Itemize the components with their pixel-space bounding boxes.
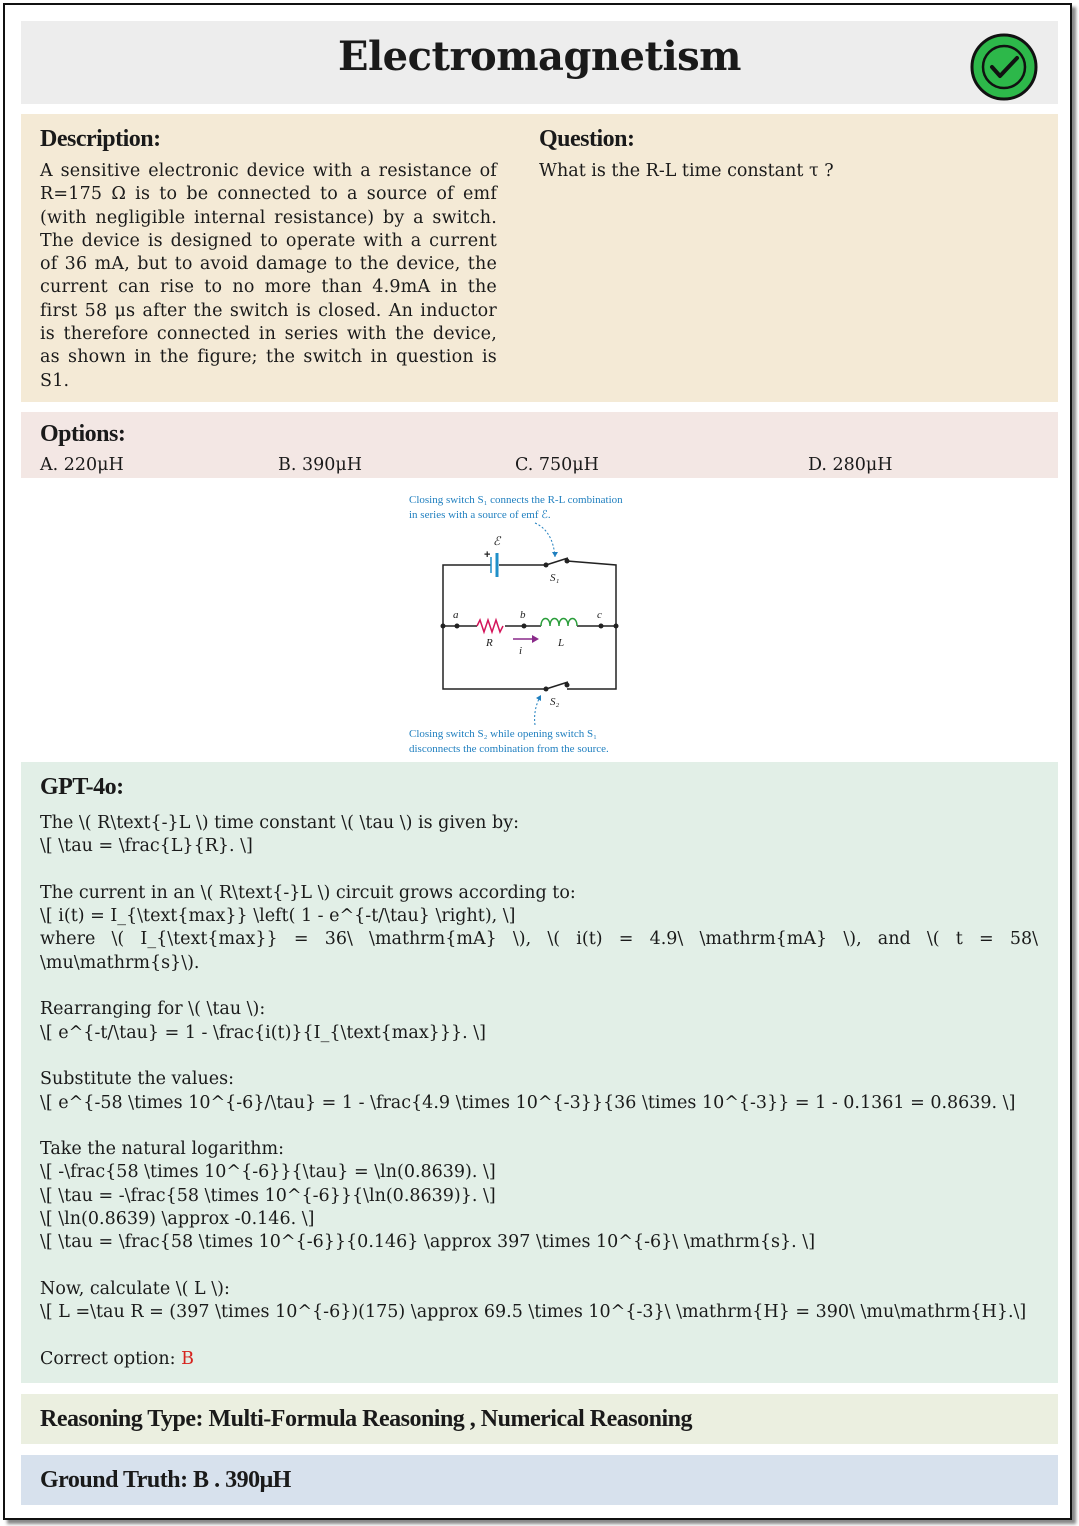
gpt-line: \[ L =\tau R = (397 \times 10^{-6})(175) \approx 69.5 \times 10^{-3}\ \mathrm{H} = 390\ \mu\mathrm{H}.\]	[40, 1302, 1027, 1323]
s1-label: S₁	[550, 572, 560, 584]
figure-caption-bottom-1: Closing switch S₂ while opening switch S₁	[409, 728, 597, 740]
option-b: B. 390μH	[278, 455, 363, 475]
label-a: a	[453, 609, 459, 621]
battery-icon	[491, 553, 497, 577]
inductor-icon	[541, 619, 577, 627]
figure-caption-top-2: in series with a source of emf ℰ.	[409, 509, 551, 521]
correct-check-icon	[969, 32, 1039, 102]
switch-s2-icon	[544, 682, 570, 692]
gpt-line: \mu\mathrm{s}\).	[40, 952, 200, 973]
option-a: A. 220μH	[40, 455, 124, 475]
node-left	[441, 624, 446, 629]
description-heading: Description:	[40, 126, 161, 152]
question-heading: Question:	[539, 126, 635, 152]
node-b	[522, 624, 527, 629]
label-b: b	[520, 609, 526, 621]
label-l: L	[558, 637, 565, 649]
figure-caption-bottom-2: disconnects the combination from the source.	[409, 743, 609, 755]
title-band	[21, 21, 1058, 104]
node-c	[599, 624, 604, 629]
gpt-line: \[ \tau = \frac{L}{R}. \]	[40, 836, 253, 857]
correct-option-label: Correct option:	[40, 1348, 176, 1369]
battery-plus-label: +	[484, 549, 491, 561]
gpt-line: \[ \tau = \frac{58 \times 10^{-6}}{0.146} \approx 397 \times 10^{-6}\ \mathrm{s}. \]	[40, 1232, 816, 1253]
label-r: R	[486, 637, 493, 649]
gpt-line: Rearranging for \( \tau \):	[40, 999, 266, 1020]
circuit-wires	[443, 561, 616, 689]
switch-s1-icon	[544, 558, 570, 568]
description-text: A sensitive electronic device with a resistance of R=175 Ω is to be connected to a source of emf (with negligible internal resistance) by a switch. The device is designed to operate with a current of 36 mA, but to avoid damage to the device, the current can rise to no more than 4.9mA in the first 58 μs after the switch is closed. An inductor is therefore connected in series with the device, as shown in the figure; the switch in question is S1.	[40, 161, 497, 391]
gpt-line: where \( I_{\text{max}} = 36\ \mathrm{mA} \), \( i(t) = 4.9\ \mathrm{mA} \), and \( t = 58\	[40, 929, 1038, 950]
gpt-line: \[ i(t) = I_{\text{max}} \left( 1 - e^{-t/\tau} \right), \]	[40, 906, 516, 927]
reasoning-type-band	[21, 1394, 1058, 1444]
options-heading: Options:	[40, 421, 126, 447]
ground-truth: Ground Truth: B . 390μH	[40, 1467, 291, 1493]
page-title: Electromagnetism	[338, 33, 741, 80]
reasoning-type: Reasoning Type: Multi-Formula Reasoning , Numerical Reasoning	[40, 1406, 692, 1432]
label-c: c	[597, 609, 602, 621]
gpt-line: Now, calculate \( L \):	[40, 1278, 230, 1299]
gpt-heading: GPT-4o:	[40, 774, 124, 800]
gpt-line: The \( R\text{-}L \) time constant \( \tau \) is given by:	[40, 813, 519, 833]
node-right	[614, 624, 619, 629]
option-c: C. 750μH	[515, 455, 599, 475]
circuit-figure	[405, 489, 670, 761]
callout-line-top	[535, 523, 555, 557]
gpt-line: \[ \tau = -\frac{58 \times 10^{-6}}{\ln(0.8639)}. \]	[40, 1185, 496, 1206]
callout-arrow-top	[552, 552, 558, 557]
gpt-line: \[ e^{-58 \times 10^{-6}/\tau} = 1 - \frac{4.9 \times 10^{-3}}{36 \times 10^{-3}} = 1 - 0.1361 = 0.8639. \]	[40, 1092, 1016, 1113]
node-a	[455, 624, 460, 629]
page-frame	[3, 3, 1072, 1520]
option-d: D. 280μH	[808, 455, 893, 475]
resistor-icon	[477, 620, 503, 632]
options-band	[21, 412, 1058, 478]
gpt-band	[21, 762, 1058, 1383]
gpt-line: \[ e^{-t/\tau} = 1 - \frac{i(t)}{I_{\text{max}}}. \]	[40, 1022, 486, 1043]
correct-option-value: B	[181, 1348, 194, 1369]
gpt-line: Take the natural logarithm:	[40, 1139, 284, 1160]
emf-label: ℰ	[493, 534, 501, 548]
figure-caption-top-1: Closing switch S₁ connects the R-L combination	[409, 494, 623, 506]
gpt-line: \[ \ln(0.8639) \approx -0.146. \]	[40, 1209, 315, 1230]
s2-label: S₂	[550, 696, 560, 708]
label-i: i	[519, 645, 523, 657]
description-band	[21, 114, 1058, 402]
gpt-line: \[ -\frac{58 \times 10^{-6}}{\tau} = \ln(0.8639). \]	[40, 1162, 496, 1183]
ground-truth-band	[21, 1455, 1058, 1505]
gpt-line: The current in an \( R\text{-}L \) circuit grows according to:	[40, 882, 576, 903]
gpt-line: Substitute the values:	[40, 1069, 234, 1090]
question-text: What is the R-L time constant τ ?	[539, 161, 834, 181]
current-arrow-icon	[513, 635, 539, 643]
gpt-response	[40, 812, 1038, 1394]
